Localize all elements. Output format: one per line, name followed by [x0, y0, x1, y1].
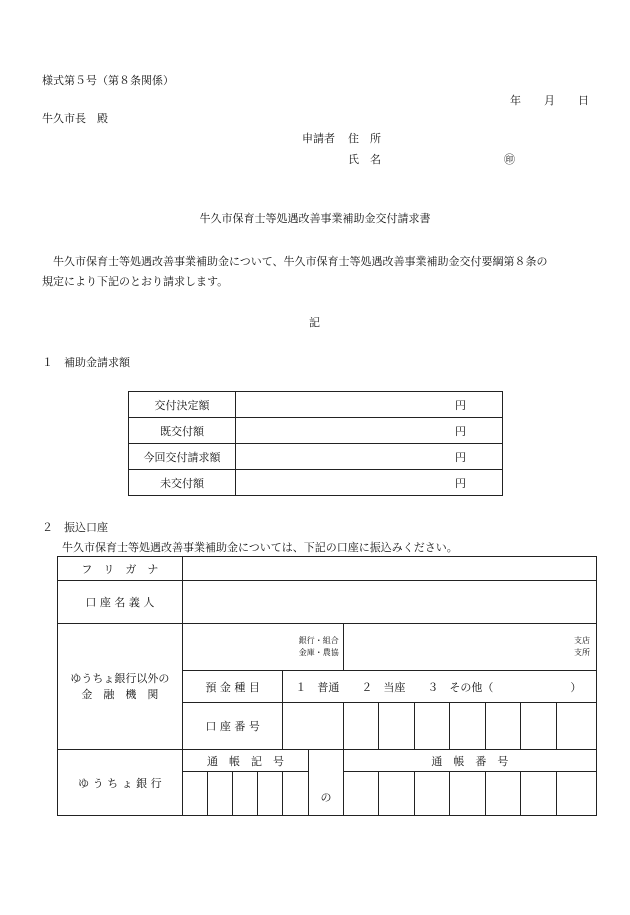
account-digit-box[interactable]: [485, 703, 521, 750]
deposit-type-label: 預 金 種 目: [182, 671, 283, 703]
amount-table: [128, 391, 503, 496]
form-number: 様式第５号（第８条関係）: [42, 74, 174, 87]
no-label: の: [309, 750, 343, 816]
passbook-number-box[interactable]: [414, 772, 450, 816]
table-row: [129, 470, 503, 496]
other-bank-label-line1: ゆうちょ銀行以外の: [70, 671, 170, 685]
section2-heading: ２ 振込口座: [42, 521, 108, 534]
amount-value[interactable]: 円: [236, 418, 503, 444]
bank-type-line1: 銀行・組合: [298, 636, 339, 645]
passbook-number-box[interactable]: [379, 772, 415, 816]
passbook-number-box[interactable]: [343, 772, 379, 816]
passbook-symbol-box[interactable]: [283, 772, 309, 816]
account-digit-box[interactable]: [414, 703, 450, 750]
table-row: [58, 581, 597, 624]
passbook-number-box[interactable]: [521, 772, 557, 816]
date-year: 年: [510, 94, 521, 107]
account-number-label: 口 座 番 号: [182, 703, 283, 750]
holder-field[interactable]: [182, 581, 596, 624]
account-digit-box[interactable]: [379, 703, 415, 750]
passbook-symbol-box[interactable]: [207, 772, 232, 816]
passbook-number-box[interactable]: [450, 772, 486, 816]
passbook-symbol-label: 通 帳 記 号: [182, 750, 308, 772]
document-title: 牛久市保育士等処遇改善事業補助金交付請求書: [199, 212, 431, 225]
branch-name-field[interactable]: [343, 624, 596, 671]
bank-name-field[interactable]: [182, 624, 343, 671]
amount-value[interactable]: 円: [236, 470, 503, 496]
passbook-symbol-box[interactable]: [258, 772, 283, 816]
account-digit-box[interactable]: [450, 703, 486, 750]
passbook-number-box[interactable]: [485, 772, 521, 816]
account-digit-box[interactable]: [283, 703, 343, 750]
table-row: [58, 557, 597, 581]
yucho-label: ゆ う ち ょ 銀 行: [58, 750, 183, 816]
other-bank-label: [58, 624, 183, 750]
ki-label: 記: [309, 316, 320, 329]
furigana-field[interactable]: [182, 557, 596, 581]
section2-note: 牛久市保育士等処遇改善事業補助金については、下記の口座に振込みください。: [62, 541, 458, 554]
account-digit-box[interactable]: [343, 703, 379, 750]
table-row: [129, 392, 503, 418]
amount-value[interactable]: 円: [236, 444, 503, 470]
table-row: [129, 418, 503, 444]
branch-type-line2: 支所: [574, 648, 590, 657]
amount-label: 交付決定額: [129, 392, 236, 418]
bank-type-line2: 金庫・農協: [298, 648, 339, 657]
date-day: 日: [578, 94, 589, 107]
table-row: [58, 624, 597, 671]
passbook-symbol-box[interactable]: [233, 772, 258, 816]
date-month: 月: [544, 94, 555, 107]
amount-label: 今回交付請求額: [129, 444, 236, 470]
applicant-label: 申請者: [302, 132, 335, 145]
amount-label: 既交付額: [129, 418, 236, 444]
bank-account-table: [57, 556, 597, 816]
seal-mark: ㊞: [504, 153, 515, 166]
body-text-line1: 牛久市保育士等処遇改善事業補助金について、牛久市保育士等処遇改善事業補助金交付要綱第８条の: [42, 255, 548, 268]
body-text-line2: 規定により下記のとおり請求します。: [42, 275, 229, 288]
address-label: 住 所: [348, 132, 381, 145]
furigana-label: フ リ ガ ナ: [58, 557, 183, 581]
amount-value[interactable]: 円: [236, 392, 503, 418]
name-label: 氏 名: [348, 153, 381, 166]
account-digit-box[interactable]: [521, 703, 557, 750]
account-digit-box[interactable]: [557, 703, 597, 750]
addressee: 牛久市長 殿: [42, 112, 108, 125]
section1-heading: １ 補助金請求額: [42, 356, 130, 369]
other-bank-label-line2: 金 融 機 関: [81, 687, 159, 701]
passbook-symbol-box[interactable]: [182, 772, 207, 816]
table-row: [129, 444, 503, 470]
table-row: [58, 750, 597, 772]
deposit-type-options[interactable]: １ 普通 ２ 当座 ３ その他（ ）: [283, 671, 597, 703]
passbook-number-label: 通 帳 番 号: [343, 750, 596, 772]
branch-type-line1: 支店: [574, 636, 590, 645]
amount-label: 未交付額: [129, 470, 236, 496]
holder-label: 口 座 名 義 人: [58, 581, 183, 624]
passbook-number-box[interactable]: [557, 772, 597, 816]
